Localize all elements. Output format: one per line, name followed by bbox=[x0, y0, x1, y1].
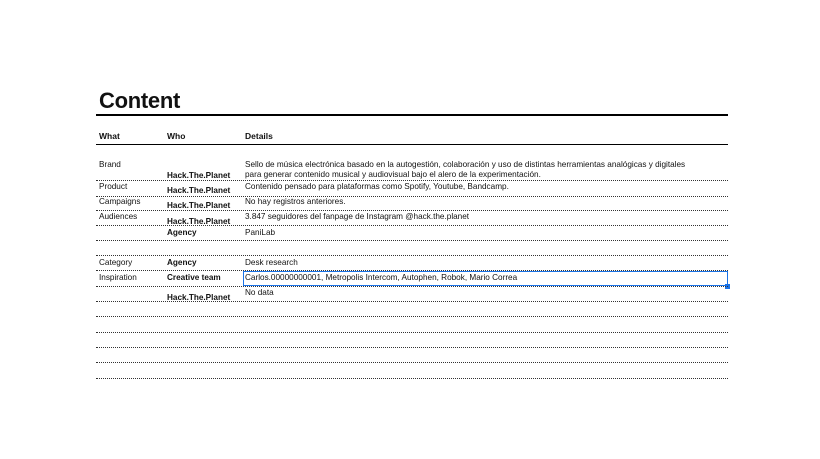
cell-details-brand-line1[interactable]: Sello de música electrónica basado en la autogestión, colaboración y uso de distintas herramientas analógicas y digitales bbox=[245, 160, 686, 169]
row-divider bbox=[96, 347, 728, 348]
cell-who-audiences[interactable]: Hack.The.Planet bbox=[167, 217, 231, 226]
row-divider bbox=[96, 316, 728, 317]
cell-details-nodata[interactable]: No data bbox=[245, 288, 274, 297]
cell-details-audiences[interactable]: 3.847 seguidores del fanpage de Instagram @hack.the.planet bbox=[245, 212, 470, 221]
cell-details-product[interactable]: Contenido pensado para plataformas como Spotify, Youtube, Bandcamp. bbox=[245, 182, 509, 191]
cell-details-brand-line2[interactable]: para generar contenido musical y audiovisual bajo el alero de la experimentación. bbox=[245, 170, 541, 179]
row-divider bbox=[96, 378, 728, 379]
cell-who-agency[interactable]: Agency bbox=[167, 228, 197, 237]
cell-details-campaigns[interactable]: No hay registros anteriores. bbox=[245, 197, 346, 206]
column-header-what: What bbox=[99, 131, 120, 141]
cell-what-campaigns[interactable]: Campaigns bbox=[99, 197, 141, 206]
selected-cell-outline bbox=[243, 271, 728, 286]
row-divider bbox=[96, 301, 728, 302]
row-divider bbox=[96, 255, 728, 256]
cell-what-inspiration[interactable]: Inspiration bbox=[99, 273, 137, 282]
column-header-details: Details bbox=[245, 131, 273, 141]
cell-who-category[interactable]: Agency bbox=[167, 258, 197, 267]
row-divider bbox=[96, 240, 728, 241]
cell-details-inspiration[interactable]: Carlos.00000000001, Metropolis Intercom, Autophen, Robok, Mario Correa bbox=[245, 273, 518, 282]
row-divider bbox=[96, 225, 728, 226]
row-divider bbox=[96, 286, 728, 287]
cell-details-agency[interactable]: PaniLab bbox=[245, 228, 276, 237]
cell-who-campaigns[interactable]: Hack.The.Planet bbox=[167, 201, 231, 210]
cell-what-audiences[interactable]: Audiences bbox=[99, 212, 138, 221]
cell-who-brand[interactable]: Hack.The.Planet bbox=[167, 171, 231, 180]
page-title: Content bbox=[99, 88, 180, 113]
header-divider bbox=[96, 144, 728, 145]
row-divider bbox=[96, 362, 728, 363]
cell-who-product[interactable]: Hack.The.Planet bbox=[167, 186, 231, 195]
cell-details-category[interactable]: Desk research bbox=[245, 258, 298, 267]
row-divider bbox=[96, 196, 728, 197]
cell-who-nodata[interactable]: Hack.The.Planet bbox=[167, 293, 231, 302]
cell-what-category[interactable]: Category bbox=[99, 258, 133, 267]
row-divider bbox=[96, 210, 728, 211]
title-divider bbox=[96, 114, 728, 116]
column-header-who: Who bbox=[167, 131, 186, 141]
cell-what-brand[interactable]: Brand bbox=[99, 160, 121, 169]
row-divider bbox=[96, 332, 728, 333]
cell-what-product[interactable]: Product bbox=[99, 182, 128, 191]
row-divider bbox=[96, 180, 728, 181]
cell-who-inspiration[interactable]: Creative team bbox=[167, 273, 221, 282]
